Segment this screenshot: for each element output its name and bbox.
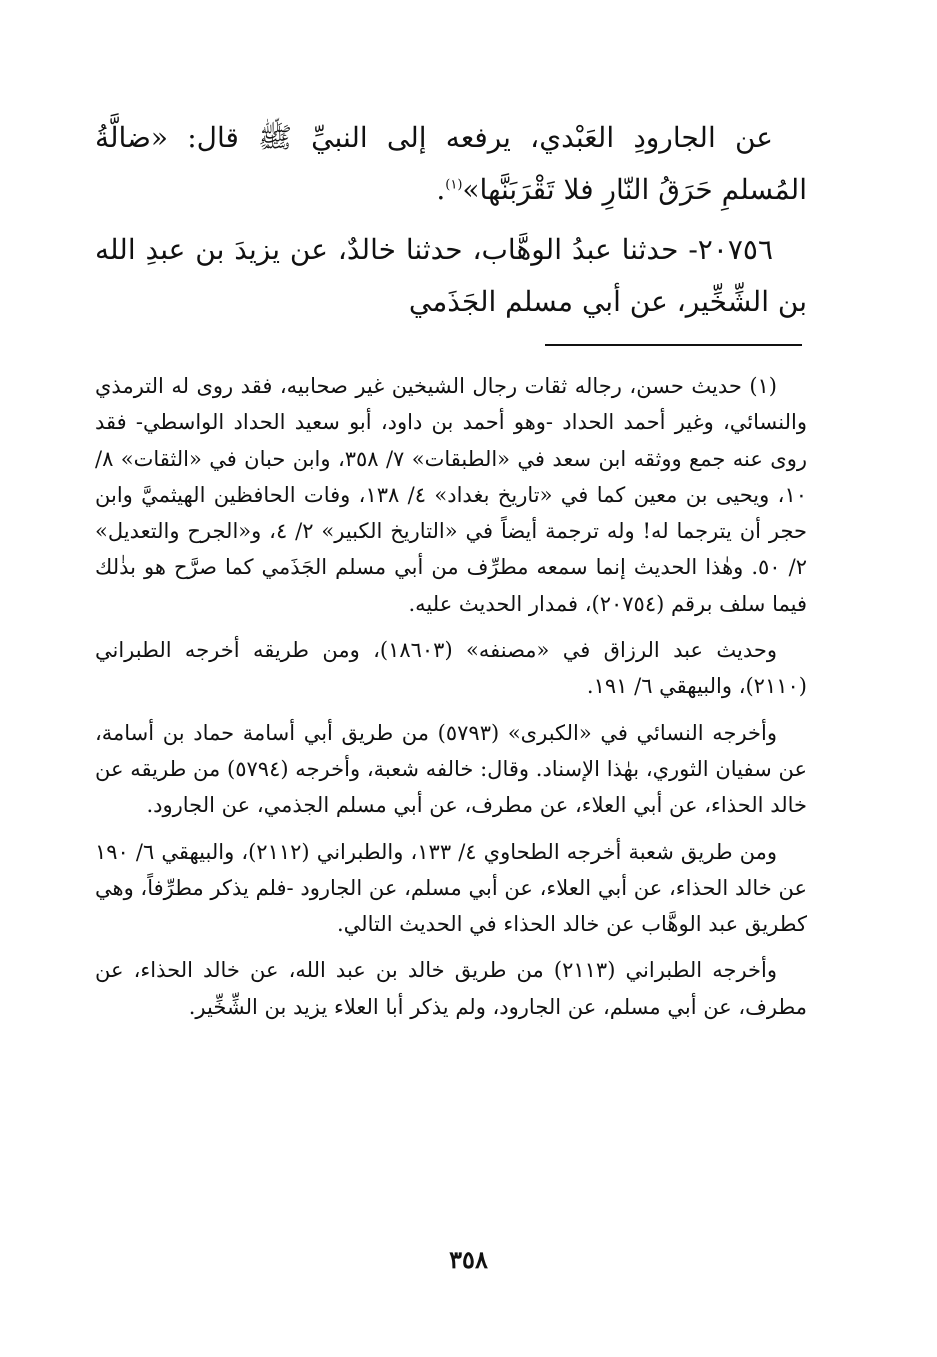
- hadith-text: عن الجارودِ العَبْدي، يرفعه إلى النبيِّ ﷺ قال: «ضالَّةُ المُسلمِ حَرَقُ النّارِ فلا تَقْرَبَنَّها»: [95, 121, 807, 206]
- footnote-paragraph: وأخرجه النسائي في «الكبرى» (٥٧٩٣) من طريق أبي أسامة حماد بن أسامة، عن سفيان الثوري، بهٰذا الإسناد. وقال: خالفه شعبة، وأخرجه (٥٧٩٤) من طريقه عن خالد الحذاء، عن أبي العلاء، عن مطرف، عن أبي مسلم الجذمي، عن الجارود.: [95, 720, 807, 818]
- hadith-paragraph: [95, 112, 807, 216]
- footnote-marker: (١): [445, 177, 463, 193]
- page-number: ٣٥٨: [449, 1245, 488, 1274]
- hadith-end: .: [436, 173, 446, 206]
- main-text: [95, 112, 807, 328]
- next-entry-paragraph: ٢٠٧٥٦- حدثنا عبدُ الوهَّاب، حدثنا خالدٌ، عن يزيدَ بن عبدِ الله بن الشِّخِّير، عن أبي مسلم الجَذَمي: [95, 233, 807, 318]
- footnote-paragraph: (١) حديث حسن، رجاله ثقات رجال الشيخين غير صحابيه، فقد روى له الترمذي والنسائي، وغير أحمد الحداد -وهو أحمد بن داود، أبو سعيد الحداد الواسطي- فقد روى عنه جمع ووثقه ابن سعد في «الطبقات» ٧/ ٣٥٨، وابن حبان في «الثقات» ٨/ ١٠، ويحيى بن معين كما في «تاريخ بغداد» ٤/ ١٣٨، وفات الحافظين الهيثميَّ وابن حجر أن يترجما له! وله ترجمة أيضاً في «التاريخ الكبير» ٢/ ٤، و«الجرح والتعديل» ٢/ ٥٠. وهٰذا الحديث إنما سمعه مطرِّف من أبي مسلم الجَذَمي كما صرَّح هو بذٰلك فيما سلف برقم (٢٠٧٥٤)، فمدار الحديث عليه.: [95, 374, 807, 616]
- footnote-paragraph: وحديث عبد الرزاق في «مصنفه» (١٨٦٠٣)، ومن طريقه أخرجه الطبراني (٢١١٠)، والبيهقي ٦/ ١٩١.: [95, 638, 807, 699]
- footnote-divider: [545, 344, 802, 346]
- footnotes-section: [95, 368, 807, 1035]
- footnote-paragraph: ومن طريق شعبة أخرجه الطحاوي ٤/ ١٣٣، والطبراني (٢١١٢)، والبيهقي ٦/ ١٩٠ عن خالد الحذاء، عن أبي العلاء، عن أبي مسلم، عن الجارود -فلم يذكر مطرِّفاً، وهي كطريق عبد الوهَّاب عن خالد الحذاء في الحديث التالي.: [95, 839, 807, 937]
- footnote-paragraph: وأخرجه الطبراني (٢١١٣) من طريق خالد بن عبد الله، عن خالد الحذاء، عن مطرف، عن أبي مسلم، عن الجارود، ولم يذكر أبا العلاء يزيد بن الشِّخِّير.: [95, 958, 807, 1019]
